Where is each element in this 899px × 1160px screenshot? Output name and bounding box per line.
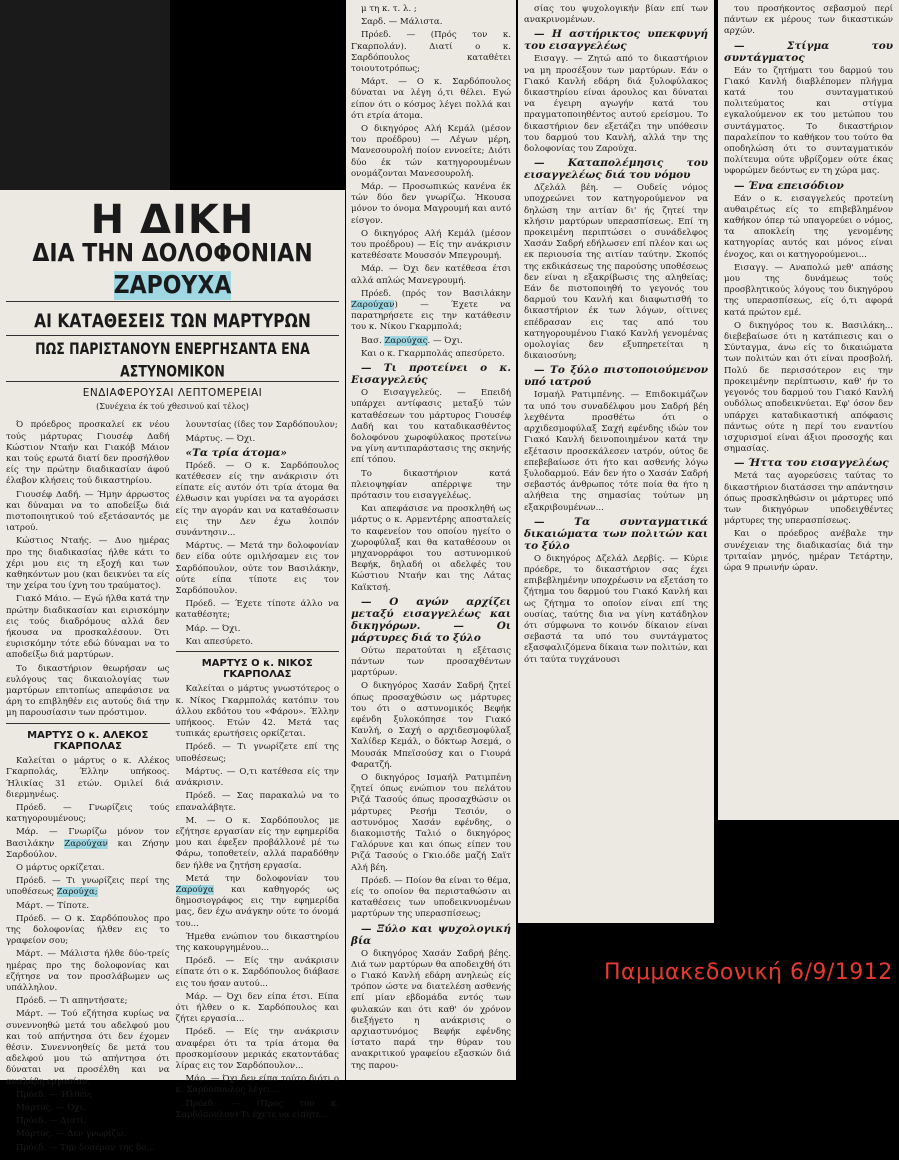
article-column-2 [176,420,340,1155]
paragraph: Ήμεθα ενώπιον του δικαστηρίου της κακουργημένου... [175,931,339,953]
paragraph: Πρόεδ. — (Προς τον κ. Σαρδόπουλον) Τι έχετε να είπητε... [175,1098,339,1120]
paragraph: Και ο πρόεδρος ανέβαλε την συνέχειαν της διαδικασίας διά την τριταίαν μηνός, ημέραν Τετάρτην, ώρα 9 πρωινήν ώραν. [724,529,893,573]
subheading: «Τα τρία άτομα» [185,446,287,459]
paragraph: Σαρδ. — Μάλιστα. [361,17,443,28]
paragraph: σίας του ψυχολογικήν βίαν επί των ανακρινομένων. [524,4,708,26]
headline-highlighted-name: ΖΑΡΟΥΧΑ [113,271,232,300]
highlighted-name: Ζαρούχαν [64,838,108,849]
witness-heading: ΜΑΡΤΥΣ Ο κ. ΑΛΕΚΟΣ ΓΚΑΡΠΟΛΑΣ [27,729,149,752]
paragraph [6,876,170,898]
column-body [518,0,714,672]
paragraph: Εισαγγ. — Αναπολώ μεθ' απάσης μου της δυνάμεως τούς προσβλητικούς λόγους του δικηγόρου της υπερασπίσεως, είς ό,τι αφορά κατά πρώτον εμέ. [724,262,893,318]
paragraph: Μάρ. — Προσωπικώς κανένα έκ τών δύο δεν γνωρίζω. Ήκουσα μόνον το όνομα Μαγρουμή και αυτό είσγον. [351,182,511,226]
article-clipping-headline [0,190,345,1153]
highlighted-name: Ζαρούχας [384,335,428,346]
headline-deck-2: ΠΩΣ ΠΑΡΙΣΤΑΝΟΥΝ ΕΝΕΡΓΗΣΑΝΤΑ ΕΝΑ ΑΣΤΥΝΟΜΙΚΟΝ [35,338,310,380]
paragraph: Μάρ. — Όχι δεν κατέθεσα έτσι αλλά απλώς Μανεγρουμή. [351,264,511,286]
divider [6,335,339,336]
paragraph: Μάρτ. — Ο κ. Σαρδόπουλος δύναται να λέγη ό,τι θέλει. Εγώ είπον ότι ο κόσμος λέγει πολλά και ότι ετρία άτομα. [351,77,511,121]
text: Πρόεδ. — Τι γνωρίζεις περί της υποθέσεως [6,876,170,898]
headline-subtitle [6,238,339,302]
subheading: — Τα συνταγματικά δικαιώματα των πολιτών και το ξύλο [524,515,708,552]
paragraph: Μάρτυς. — Ο,τι κατέθεσα είς την ανάκρισιν. [175,766,339,789]
paragraph: Μ. — Ο κ. Σαρδόπουλος με εζήτησε εργασίαν είς την εφημερίδα μου και έφεξεν προβάλλονέ μέ τω Φάρω, τοποθετείν, αλλά παραδόθην δεν ήλθε να ζητήση εργασία. [175,815,339,871]
source-caption: Παμμακεδονική 6/9/1912 [604,960,893,985]
paragraph: Ισμαήλ Ρατιμπένης. — Επιδοκιμάζων τα υπό του συναδέλφου μου Σαδρή βέη λεχθέντα προσθέτω ότι ο αρχιδεσμοφύλαξ Σαχή εφένδης ιδών τον Γιακό Κανλή δεινοποιημένον κατά την εξέτασιν προσεκάλεσεν ιατρόν, ούτος δε επεβεβαίωσε ότι ήτο και ασθενής λόγω ξυλοδαρμού. Εάν δεν ήτο ο Χασάν Σαδρή σεβαστός άνθρωπος τότε ποία θα ήτο η αλήθεια της σημασίας τούτων μη εξακριβουμένων... [524,390,708,513]
paragraph: Μάρ. — Όχι δεν είπα τούτο διότι ο κ. Σαρδόπουλος λέγει... [175,1074,339,1096]
subheading: — Ξύλο και ψυχολογική βία [351,922,511,947]
text: Πρόεδ. (πρός τον Βασιλάκην [361,288,511,299]
highlighted-name: Ζαρούχα; [56,887,98,898]
headline-note: (Συνέχεια έκ τού χθεσινού καί τέλος) [96,402,249,412]
headline-deck-1: ΑΙ ΚΑΤΑΘΕΣΕΙΣ ΤΩΝ ΜΑΡΤΥΡΩΝ [34,310,311,332]
paragraph: μ τη κ. τ. λ. ; [361,4,417,14]
paragraph: Πρόεδ. — Τι απηντήσατε; [16,996,128,1007]
paragraph: Το δικαστήριον κατά πλειοψηφίαν απέρριψε την πρότασιν του εισαγγελέως. [351,468,511,501]
paragraph: Πρόεδ. — Είς την ανάκρισιν είπατε ότι ο κ. Σαρδόπουλος διάβασε εις του ήσαν αυτού... [175,956,339,989]
paragraph: Γιακό Μάιο. — Εγώ ήλθα κατά την πρώτην διαδικασίαν και ειρισκόμην εις τούς διαδρόμους αλλά δεν ήκουσα να προσκαλέσουν. Ότι ευρισκόμην τότε εδώ δύναμαι να το αποδείξω διά μαρτύρων. [6,594,170,661]
paragraph: Πρόεδ. — Διατί. [16,1116,87,1127]
subheading: — Τι προτείνει ο κ. Εισαγγελεύς [351,362,511,387]
text: και Ζήσην Σαρδούλον. [6,838,170,860]
text: Μετά την δολοφονίαν του [185,873,339,884]
paragraph: Καλείται ο μάρτυς γνωστότερος ο κ. Νίκος Γκαρμπολάς κατόπιν του άλλου εκδότου του «Φάρου». Έλλην υπήκοος. Ετών 42. Μετά τας τυπικάς ερωτήσεις ορκίζεται. [175,684,339,740]
paragraph: Πρόεδ. — Γνωρίζεις τούς κατηγορουμένους; [6,802,170,825]
paragraph: Ο Εισαγγελεύς. — Επειδή υπάρχει αντίφασις μεταξύ τών καταθέσεων του μάρτυρος Γιουσέφ Δαδή και του καταδικασθέντος δολοφόνου χωροφύλακος προτείνω να γίνη αντιπαράστασις της σκηνής επί τόπου. [351,388,511,466]
paragraph: Ο μάρτυς ορκίζεται. [16,862,105,873]
paragraph: Εισαγγ. — Ζητώ από το δικαστήριον να μη προσέξουν των μαρτύρων. Εάν ο Γιακό Κανλή εδάρη διά ξυλοφύλακος δικαστηρίου είναι άρουλος και δύναται να έγειρη αγωγήν κατά του πραγματοποιηθέντος αυτού ερείσμου. Το δικαστήριον δεν εξετάζει την υπόθεσιν του δαρμού του Κανλή, αλλά την της δολοφονίας του Ζαρούχα. [524,54,708,155]
paragraph: Πρόεδ. — Την δοσέραν της δο... [16,1142,155,1153]
paragraph: Μάρ. — Όχι δεν είπα έτσι. Είπα ότι ήλθεν ο κ. Σαρδόπουλος και ζήτει εργασία... [175,991,339,1025]
paragraph: Ούτω περατούται η εξέτασις πάντων των προσαχθέντων μαρτύρων. [351,645,511,679]
paragraph: Πρόεδ. — Σας παρακαλώ να το επαναλάβητε. [175,791,339,813]
text: και καθηγορός ως δημοσιογράφος εις την εφημερίδα μας, δεν έχω ανάγκην ούτε το όνομά του... [175,884,339,929]
paragraph: Πρόεδ. — Ήλθεν; [16,1089,93,1100]
witness-heading: ΜΑΡΤΥΣ Ο κ. ΝΙΚΟΣ ΓΚΑΡΠΟΛΑΣ [201,658,313,681]
article-column-1 [6,420,170,1155]
subheading: — Ένα επεισόδιον [734,179,844,192]
paragraph: Πρόεδ. — Ο κ. Σαρδόπουλος κατέθεσεν είς την ανάκρισιν ότι είπατε είς αυτόν ότι τρία άτομα θα έλθωσιν και γυρίσει να τα αγοράσει είς την αγοράν και να καταθέσωσιν εις την Δεν έχω λοιπόν συνάντησιν... [175,460,339,539]
paragraph: Μάρτ. — Τίποτε. [16,900,90,911]
article-clipping-column-4 [718,0,899,820]
subheading: — Η αστήρικτος υπεκφυγή του εισαγγελέως [524,28,708,53]
article-clipping-column-2 [346,0,516,1080]
paragraph: Γιουσέφ Δαδή. — Ήμην άρρωστος και δύναμαι να το αποδείξω διά πιστοποιητικού τού εξετάσαντός με ιατρού. [6,489,170,534]
paragraph: Ο δικηγόρος Χασάν Σαδρή ζητεί όπως προσαχθώσιν ως μάρτυρες του ότι ο αστυνομικός Βεφήκ εφένδη ξυλοκόπησε τον Γιακό Κανλή, ο Σαχή ο αρχιδεσμοφύλαξ Χαλίδερ Κεμάλ, ο δόκτωρ Άσεμά, ο Μουσάκ Μπεϊσούσχ και ο Γιουρά Φαρατζή. [351,681,511,770]
highlighted-name: Ζαρούχα [175,884,214,895]
subheading: — Ήττα του εισαγγελέως [734,457,889,470]
paragraph: Μετά τας αγορεύσεις ταύτας το δικαστήριον διατάσσει την απάντησιν όπως προσκληθώσιν οι μάρτυρες υπό των δικηγόρων υποδειχθέντες μάρτυρες της υπερασπίσεως. [724,471,893,527]
paragraph: του προσήκοντος σεβασμού περί πάντων εκ μέρους των δικαστικών αρχών. [724,4,893,37]
paragraph: Ο δικηγόρος Δζελάλ Δερβίς. — Κύριε πρόεδρε, το δικαστήριον σας έχει επιβεβλημένην υποχρέωσιν να εξετάση το ζήτημα του δαρμού του Γιακό Κανλή και ως ζήτημα το οποίον είναι επί της ουσίας, ταύτης δια να γίνη κατάδηλον ότι σύμφωνα το κοινόν δίκαιον είναι σεβαστά τα υπό του συντάγματος εξασφαλιζόμενα δίκαια των πολιτών, και ότι ταύτα τυγχάνουσι [524,553,708,665]
paragraph: Ο δικηγόρος Χασάν Σαδρή βέης. Διά των μαρτύρων θα αποδειχθή ότι ο Γιακό Κανλή εδάρη ανηλεώς είς τρόπον ώστε να διατελέση ασθενής επί μίαν εβδομάδα εντός των φυλακών και ότι καθ' όν χρόνον διεξήγετο η ανάκρισις ο αρχιαστυνόμος Βεφήκ εφένδης ίστατο παρά την θύραν του ανακριτικού γραφείου εξασκών διά της παρου- [351,948,511,1071]
paragraph: Και απεφάσισε να προσκληθή ως μάρτυς ο κ. Αρμεντέρης αποσταλείς το καφενείον του οποίου ηγείτο ο χωροφύλαξ και θα καταθέσουν οι μηχανορράφοι του αστυνομικού Βεφήκ, δηλαδή οι αδελφές του Κώστιου Νταήν και της Λάτας Καϊκτσή. [351,504,511,593]
paragraph: Μάρτ. — Μάλιστα ήλθε δύο-τρείς ημέρας προ της δολοφονίας και εζήτησε να τον προσλάβωμεν ως υπάλληλον. [6,949,170,993]
paragraph: Εάν ο κ. εισαγγελεύς προτείνη αυθαιρέτως είς το επιβεβλημένον καθήκον όπερ τώ υπαγορεύει ο νόμος, τα αποκλείη της γενομένης κατηγορίας αυτός και μόνος είναι ένοχος, και οι κατηγορούμενοι... [724,193,893,260]
headline-title: Η ΔΙΚΗ [90,197,255,243]
subheading: — Καταπολέμησις του εισαγγελέως διά του νόμου [524,157,708,182]
article-columns [0,416,345,1159]
paragraph: Ο δικηγόρος του κ. Βασιλάκη... διεβεβαίωσε ότι η κατάπιεσις και ο Σύνταγμα, άνω είς το δικαιώματα των πολιτών και ότι είναι προσβολή. Πολύ δε περισσότερον εις την προκειμένην περίπτωσιν, καθ' ήν το γεγονός του δαρμού του Γιακό Κανλή ουδόλως αποδεικνύεται. Εφ' όσον δεν υπάρχει καταδικαστική απόφασις πάντως ούτε η περί του εναντίου ισχυρισμοί είναι άξιοι προσοχής και σημασίας. [724,320,893,455]
divider [6,723,170,724]
paragraph: Πρόεδ. — Τι γνωρίζετε επί της υποθέσεως; [175,742,339,764]
paragraph: λουντσίας (ίδες τον Σαρδόπουλον; [185,420,338,431]
paragraph: Ο δικηγόρος Αλή Κεμάλ (μέσον του προέδρου) — Είς την ανάκρισιν κατεθέσατε Μουσσόν Μπεγρουμή. [351,228,511,262]
paragraph: Μάρτ. — Τού εζήτησα κυρίως να συνεννοηθώ μετά του αδελφού μου και τού απήντησα ότι δεν έχομεν θέσιν. Συνεννοηθείς δε μετά του αδελφού μου τώ απήντησα ότι δύναται να προσέλθη και να αναλάβη εργασίαν. [6,1009,170,1087]
paragraph: Πρόεδ. — (Πρός τον κ. Γκαρπολάν). Διατί ο κ. Σαρδόπουλος καταθέτει τοιουτοτρόπως; [351,30,511,75]
paragraph: Καλείται ο μάρτυς ο κ. Αλέκος Γκαρπολάς, Έλλην υπήκοος. Ήλικίας 31 ετών. Ομιλεί διά διερμηνέως. [6,756,170,800]
paragraph [176,874,340,930]
paragraph: Μάρτυς. — Όχι. [16,1102,86,1113]
divider [176,651,340,652]
paragraph: Πρόεδ. — Ο κ. Σαρδόπουλος προ της δολοφονίας ήλθεν εις το γραφείον σου; [6,913,170,947]
paragraph: Το δικαστήριον θεωρήσαν ως ευλόγους τας δικαιολογίας των μαρτύρων επιτοπίως απεφάσισε να άρη το επιβληθέν εις αυτούς διά την μη παρουσίασιν των πρόστιμον. [6,663,170,719]
text: . — Όχι. [427,335,463,346]
subheading: — Ο αγών αρχίζει μεταξύ εισαγγελέως και δικηγόρων. — Οι μάρτυρες διά το ξύλο [351,595,511,644]
paragraph [351,336,511,347]
paragraph: Κώστιος Νταής. — Δυο ημέρας προ της διαδικασίας ήλθε κάτι το χέρι μου εις τη εξοχή και των καθηκόντων μου (και δεικνύει τα είς την χείρα του ίχνη του τραύματος). [6,536,170,592]
headline-subtitle-prefix: ΔΙΑ ΤΗΝ ΔΟΛΟΦΟΝΙΑΝ [32,238,313,268]
paragraph: Ο δικηγόρος Ισμαήλ Ρατιμπένη ζητεί όπως ενώπιον του πελάτου Ριζά Τασούς όπως προσαχθώσιν οι μάρτυρες Ρεσήμ Τεσιόν, ο αστυνόμος Χασάν εφένδης, ο διακομιστής Ταλιό ο δικηγόρος Γαλόρυνε και και όπως είπεν του Ριζά Τασούς ο Γκιο.όδε μαζή Σαϊτ Αλή βέη. [351,772,511,873]
paragraph: Μάρτυς. — Μετά την δολοφονίαν δεν είδα ούτε ομιλήσαμεν εις τον Σαρδόπουλον, ούτε τον Βασιλάκην, ούτε είπα τίποτε εις τον Σαρδόπουλον. [175,541,339,597]
paragraph: Μάρτυς. — Όχι. [185,433,256,444]
paragraph: Πρόεδ. — Ποίον θα είναι το θέμα, είς το οποίον θα περισταθώσιν αι καταθέσεις των υποδεικνυομένων μαρτύρων της υπερασπίσεως; [351,875,511,920]
highlighted-name: Ζαρούχαν [351,300,395,311]
paragraph: Και ο κ. Γκαρμπολάς απεσύρετο. [361,348,505,359]
paragraph: Μάρτυς. — Δεν γνωρίζω. [16,1129,127,1140]
paragraph: Πρόεδ. — Είς την ανάκρισιν αναφέρει ότι τα τρία άτομα θα προσκομίσουν μερικάς εκατοντάδας λίρας εις τον Σαρδόπουλον... [175,1027,339,1071]
text: ) — Έχετε να παρατηρήσετε εις την κατάθεσιν του κ. Νίκου Γκαρμπολά; [351,300,511,333]
paragraph: Εάν το ζητήματι του δαρμού του Γιακό Κανλή διαβλέπομεν πλήγμα κατά του συνταγματικού πολιτεύματος και στίγμα εγκαλούμενον εκ του μετώπου του συντάγματος. Το δικαστήριον παραλείπον το καθήκον του τούτο θα οποδηλώση ότι το συνταγματικόν πολίτευμα ούτε υβρίζομεν ούτε έκας υφορώμεν δεόντως εν τη χώρα μας. [724,65,893,177]
article-clipping-column-3 [518,0,714,923]
dark-strip [0,0,170,190]
paragraph: Ό πρόεδρος προσκαλεί εκ νέου τούς μάρτυρας Γιουσέφ Δαδή Κώστιον Νταήν και Γιακόβ Μάιον και τούς ερωτά διατί δεν προσήλθον είς την πρώτην διαδικασίαν άφού έλαβον κλήσεις τού δικαστηρίου. [6,420,170,487]
paragraph: Δζελάλ βέη. — Ουδείς νόμος υποχρεώνει τον κατηγορούμενον να δηλώση την αιτίαν δι' ής ζητεί την κλήσιν μαρτύρων υπερασπίσεως. Επί τη προκειμένη περιπτώσει ο συνάδελφος Χασάν Σαδρή εδήλωσεν επί πλέον και ως εκ περιουσία της αιτίαν ταύτην. Σκοπός της εκδικάσεως της παρούσης υποθέσεως δεν είναι η εξακρίβωσις της αληθείας; Εάν δε πιστοποιηθή το γεγονός του δαρμού του Κανλή και διαφωτισθή το δικαστήριον έκ των λόγων, οίτινες επέδρασαν εις τας από του κατηγορουμένου Γιακό Κανλή γενομένας ομολογίας δεν εξυπηρετείται η δικαιοσύνη; [524,183,708,362]
paragraph [351,289,511,334]
paragraph [6,827,170,861]
headline-block [0,190,345,416]
paragraph: Μάρ. — Όχι. [185,623,241,634]
text: Μάρ. — Γνωρίζω μόνον τον Βασιλάκην [6,827,170,849]
column-body [718,0,899,580]
paragraph: Ο δικηγόρος Αλή Κεμάλ (μέσον του προέδρου) — Λέγων μέρη, Μανεσουρολή ποίον εννοείτε; Διότι δύο έκ τών κατηγορουμένων ονομάζονται Μανεσουρολή. [351,124,511,179]
headline-deck-3: ΕΝΔΙΑΦΕΡΟΥΣΑΙ ΛΕΠΤΟΜΕΡΕΙΑΙ [82,387,263,399]
subheading: — Το ξύλο πιστοποιούμενον υπό ιατρού [524,364,708,389]
subheading: — Στίγμα του συντάγματος [724,39,893,64]
text: Βασ. [361,335,382,346]
paragraph: Πρόεδ. — Έχετε τίποτε άλλο να καταθέσητε; [175,599,339,621]
column-body [346,0,516,1078]
paragraph: Και απεσύρετο. [185,636,253,647]
